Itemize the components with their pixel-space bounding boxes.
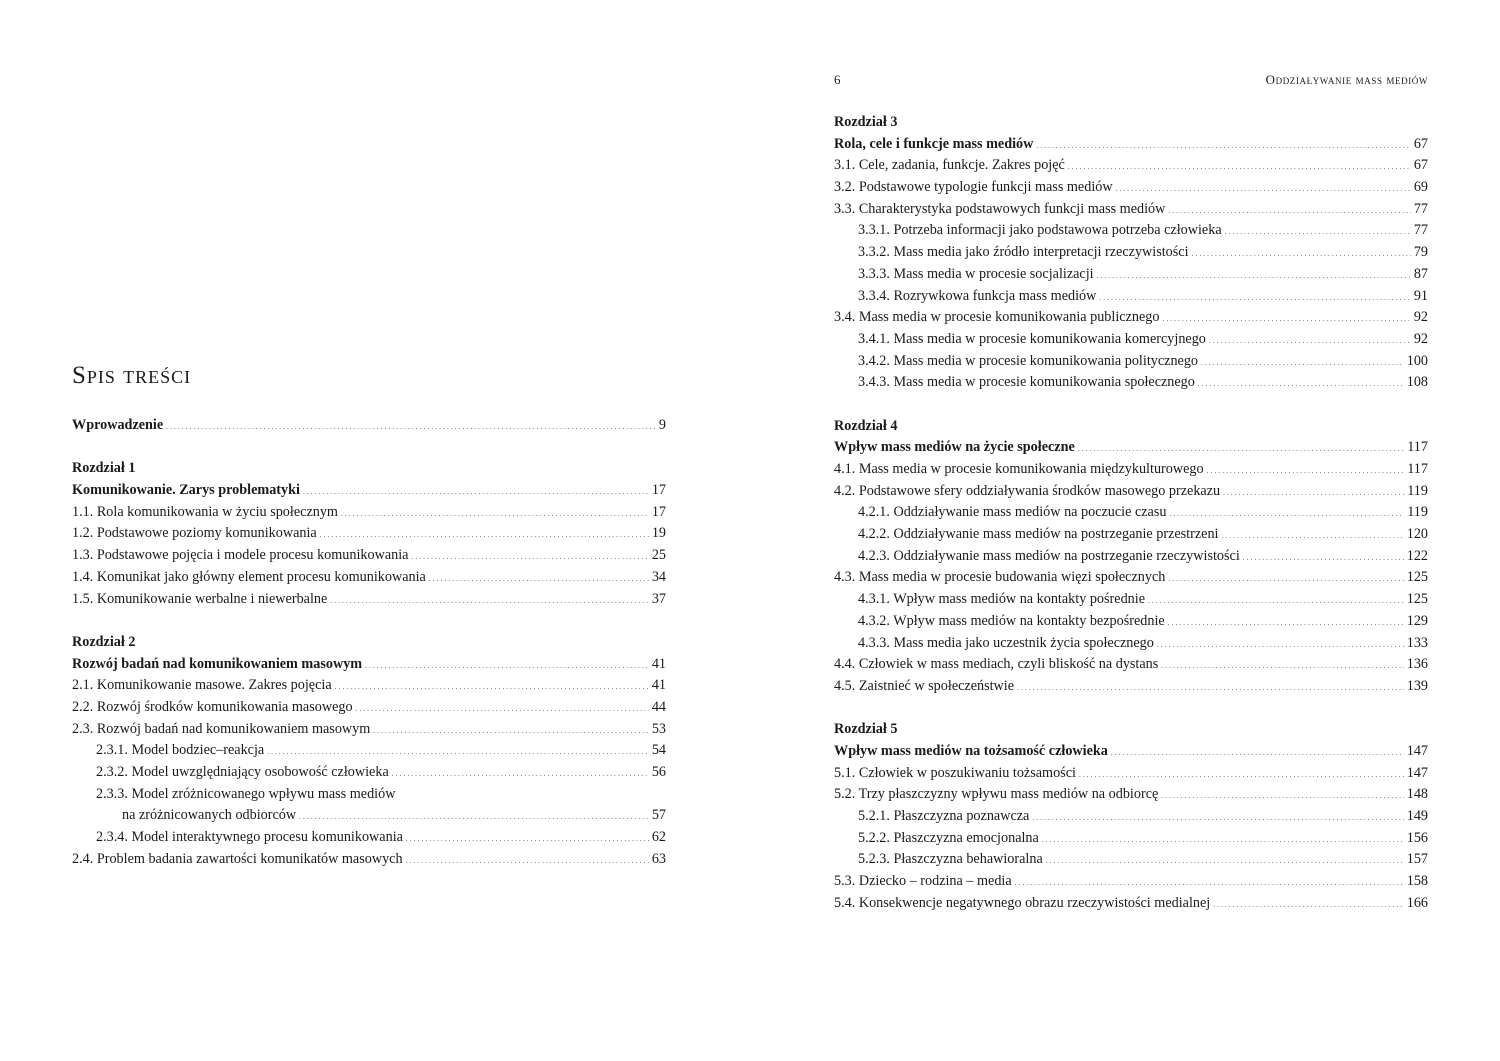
toc-entry-text: Rozdział 3 [834,114,898,130]
toc-page-number: 148 [1406,786,1428,803]
toc-leader-dots [1213,893,1403,917]
toc-leader-dots [1243,546,1404,570]
toc-leader-dots [1223,481,1404,505]
toc-entry-text: 5.1. Człowiek w poszukiwaniu tożsamości [834,764,1076,781]
toc-page-number: 133 [1406,634,1428,651]
toc-leader-dots [1198,372,1404,396]
toc-leader-dots [429,567,649,591]
toc-leader-dots [1162,307,1410,331]
toc-subsection [834,264,1428,286]
toc-leader-dots [1036,134,1410,158]
toc-chapter-label [72,632,666,654]
toc-page-number: 120 [1406,526,1428,543]
toc-subsection [834,611,1428,633]
toc-subsection [834,849,1428,871]
toc-section [834,481,1428,503]
page-number: 6 [834,72,841,87]
toc-page-number: 119 [1407,482,1428,499]
toc-page-number: 17 [651,503,666,520]
toc-entry-text: 3.3.2. Mass media jako źródło interpretacji rzeczywistości [858,244,1189,261]
toc-leader-dots [1168,199,1410,223]
toc-leader-dots [411,545,648,569]
toc-page-number: 37 [651,590,666,607]
toc-section [834,784,1428,806]
toc-entry-text: 3.1. Cele, zadania, funkcje. Zakres pojęć [834,157,1065,174]
toc-section [834,459,1428,481]
toc-leader-dots [335,675,649,699]
toc-page-number: 122 [1406,547,1428,564]
toc-leader-dots [406,827,649,851]
toc-page-number: 79 [1413,244,1428,261]
toc-page-number: 9 [658,417,666,433]
toc-section [72,719,666,741]
toc-leader-dots [406,849,649,873]
toc-leader-dots [1111,741,1404,765]
toc-entry-text: 2.2. Rozwój środków komunikowania masowego [72,698,353,715]
toc-subsection [72,827,666,849]
toc-entry-text: 4.2. Podstawowe sfery oddziaływania środków masowego przekazu [834,482,1221,499]
toc-entry-text: 1.3. Podstawowe pojęcia i modele procesu komunikowania [72,547,409,564]
toc-leader-dots [1161,784,1403,808]
toc-chapter-label [834,719,1428,741]
toc-chapter-label [834,112,1428,134]
toc-page-number: 44 [651,698,666,715]
toc-entry-text: 1.1. Rola komunikowania w życiu społecznym [72,503,338,520]
toc-section [72,697,666,719]
toc-subsection [834,546,1428,568]
toc-page-number: 87 [1413,265,1428,282]
toc-entry-text: 2.3.2. Model uwzględniający osobowość człowieka [96,764,389,780]
toc-page-number: 41 [651,655,666,672]
toc-section [72,589,666,611]
toc-page-number: 67 [1413,157,1428,174]
right-page [750,0,1500,1061]
toc-leader-dots [356,697,649,721]
toc-leader-dots [1169,502,1404,526]
toc-subsection [834,828,1428,850]
toc-subsection [834,329,1428,351]
toc-page-number: 147 [1406,764,1428,781]
toc-leader-dots [1221,524,1403,548]
toc-section [834,763,1428,785]
toc-page-number: 77 [1413,222,1428,239]
toc-section [834,155,1428,177]
toc-section [834,676,1428,698]
toc-page-number: 117 [1407,461,1428,477]
toc-leader-dots [1192,242,1411,266]
toc-spacer [834,698,1428,720]
toc-page-number: 91 [1413,287,1428,304]
toc-subsection [834,806,1428,828]
toc-entry-text: Wpływ mass mediów na życie społeczne [834,439,1075,456]
toc-page-number: 108 [1406,374,1428,391]
toc-subsection [72,784,666,806]
toc-page-number: 119 [1407,504,1428,521]
toc-section [72,567,666,589]
toc-entry-text: 2.4. Problem badania zawartości komunikatów masowych [72,850,403,867]
toc-page-number: 77 [1413,200,1428,217]
left-toc [72,415,666,870]
toc-leader-dots [320,523,649,547]
toc-leader-dots [1099,286,1410,310]
toc-entry-text: 5.2.1. Płaszczyzna poznawcza [858,808,1030,824]
toc-entry-text: 5.2. Trzy płaszczyzny wpływu mass mediów na odbiorcę [834,786,1159,803]
toc-section [834,567,1428,589]
toc-leader-dots [1207,459,1405,483]
toc-spacer [72,610,666,632]
toc-entry-text: 2.3.4. Model interaktywnego procesu komunikowania [96,829,403,846]
toc-entry-text: 4.1. Mass media w procesie komunikowania międzykulturowego [834,461,1204,477]
toc-chapter-title [834,134,1428,156]
toc-leader-dots [1209,329,1411,353]
toc-subsection [72,762,666,784]
toc-entry-text: Rozdział 4 [834,417,898,434]
running-title: Oddziaływanie mass mediów [1265,72,1428,87]
toc-entry-text: 3.3.1. Potrzeba informacji jako podstawowa potrzeba człowieka [858,222,1222,239]
toc-leader-dots [1079,763,1404,787]
toc-subsection [834,524,1428,546]
toc-leader-dots [373,719,649,743]
toc-leader-dots [341,502,649,526]
toc-entry-text: 3.4.3. Mass media w procesie komunikowania społecznego [858,374,1195,391]
toc-page-number: 92 [1413,330,1428,347]
toc-section [72,849,666,871]
toc-spacer [834,394,1428,416]
toc-entry-text: 2.1. Komunikowanie masowe. Zakres pojęcia [72,677,332,694]
toc-page-number: 129 [1406,612,1428,629]
toc-subsection [834,351,1428,373]
toc-page-number: 41 [651,677,666,694]
toc-entry-text: 4.3. Mass media w procesie budowania więzi społecznych [834,569,1166,586]
toc-subsection-continuation [72,805,666,827]
toc-leader-dots [1168,611,1404,635]
toc-page-number: 158 [1406,873,1428,890]
toc-leader-dots [1097,264,1411,288]
toc-page-number: 19 [651,525,666,542]
toc-page-number: 100 [1406,352,1428,369]
toc-leader-dots [1201,351,1404,375]
toc-entry-text: 4.2.2. Oddziaływanie mass mediów na postrzeganie przestrzeni [858,526,1219,543]
toc-page-number: 156 [1406,829,1428,846]
toc-page-number: 139 [1406,677,1428,694]
toc-chapter-label [834,416,1428,438]
toc-page-number: 63 [651,850,666,867]
toc-page-number: 125 [1406,569,1428,586]
toc-entry-text: 3.3. Charakterystyka podstawowych funkcji mass mediów [834,200,1166,217]
toc-entry-text: na zróżnicowanych odbiorców [122,807,297,824]
toc-leader-dots [1157,633,1404,657]
toc-entry-text: 1.4. Komunikat jako główny element procesu komunikowania [72,568,426,585]
toc-page-number: 67 [1413,135,1428,152]
toc-page-number: 92 [1413,309,1428,326]
toc-section [834,654,1428,676]
toc-entry-text: 4.3.1. Wpływ mass mediów na kontakty pośrednie [858,591,1145,608]
toc-page-number: 166 [1406,894,1428,911]
toc-entry-text: Komunikowanie. Zarys problematyki [72,482,300,499]
toc-leader-dots [1042,828,1404,852]
toc-page-number: 136 [1406,656,1428,673]
toc-subsection [834,286,1428,308]
toc-section [834,871,1428,893]
toc-page-number: 56 [651,764,666,780]
toc-entry-text: 5.4. Konsekwencje negatywnego obrazu rzeczywistości medialnej [834,894,1211,911]
toc-title: Spis treści [72,362,192,389]
toc-chapter-title [72,480,666,502]
toc-entry-text: 1.5. Komunikowanie werbalne i niewerbalne [72,590,328,607]
toc-subsection [834,220,1428,242]
toc-page-number: 157 [1406,851,1428,868]
toc-page-number: 69 [1413,179,1428,196]
toc-entry-text: 2.3.1. Model bodziec–reakcja [96,742,265,759]
toc-page-number: 62 [651,829,666,846]
toc-leader-dots [1015,871,1404,895]
toc-section [834,893,1428,915]
toc-section [834,199,1428,221]
toc-entry-text: 4.3.3. Mass media jako uczestnik życia społecznego [858,634,1154,651]
toc-leader-dots [330,589,649,613]
toc-page-number: 147 [1406,742,1428,759]
toc-entry-text: 2.3.3. Model zróżnicowanego wpływu mass mediów [96,785,396,802]
toc-entry-text: 3.4. Mass media w procesie komunikowania publicznego [834,309,1160,326]
toc-entry-text: Wpływ mass mediów na tożsamość człowieka [834,742,1108,759]
toc-leader-dots [1046,849,1404,873]
toc-entry-text: 5.2.2. Płaszczyzna emocjonalna [858,829,1039,846]
toc-leader-dots [1078,437,1404,461]
toc-subsection [834,372,1428,394]
toc-section [72,502,666,524]
toc-entry-text: 3.3.4. Rozrywkowa funkcja mass mediów [858,287,1097,304]
toc-section [834,177,1428,199]
toc-entry-text: Rozdział 1 [72,460,136,477]
toc-entry-text: 4.2.1. Oddziaływanie mass mediów na poczucie czasu [858,504,1167,521]
toc-section [72,523,666,545]
toc-entry-text: 3.4.1. Mass media w procesie komunikowania komercyjnego [858,330,1206,347]
toc-entry-text: 5.2.3. Płaszczyzna behawioralna [858,851,1043,868]
toc-subsection [834,502,1428,524]
toc-entry-text: Rola, cele i funkcje mass mediów [834,135,1034,152]
toc-entry-text: 4.4. Człowiek w mass mediach, czyli bliskość na dystans [834,656,1159,673]
toc-entry-text: 4.5. Zaistnieć w społeczeństwie [834,677,1015,694]
toc-spacer [72,437,666,459]
toc-entry-text: 4.2.3. Oddziaływanie mass mediów na postrzeganie rzeczywistości [858,547,1240,564]
toc-leader-dots [365,654,649,678]
toc-entry-text: Wprowadzenie [72,417,164,433]
toc-section [72,545,666,567]
toc-chapter-title [72,654,666,676]
toc-subsection [834,589,1428,611]
toc-section [72,675,666,697]
toc-entry-text: Rozdział 5 [834,721,898,738]
toc-leader-dots [1225,220,1411,244]
toc-page-number: 125 [1406,591,1428,608]
toc-entry-text: 3.3.3. Mass media w procesie socjalizacji [858,265,1094,282]
toc-leader-dots [392,762,649,786]
toc-page-number: 53 [651,720,666,737]
toc-chapter-title [834,437,1428,459]
toc-entry-text: 1.2. Podstawowe poziomy komunikowania [72,525,317,542]
toc-subsection [834,242,1428,264]
toc-leader-dots [299,805,649,829]
toc-leader-dots [1161,654,1403,678]
toc-leader-dots [1017,676,1404,700]
toc-page-number: 54 [651,742,666,759]
toc-entry-text: 3.4.2. Mass media w procesie komunikowania politycznego [858,352,1199,369]
toc-leader-dots [1116,177,1411,201]
toc-leader-dots [303,480,649,504]
toc-subsection [834,633,1428,655]
toc-subsection [72,740,666,762]
toc-chapter-title [72,415,666,437]
toc-entry-text: Rozdział 2 [72,633,136,650]
toc-page-number: 57 [651,807,666,824]
toc-section [834,307,1428,329]
toc-entry-text: 5.3. Dziecko – rodzina – media [834,873,1012,890]
toc-leader-dots [1032,806,1403,830]
toc-leader-dots [267,740,649,764]
toc-page-number: 117 [1407,439,1428,456]
toc-leader-dots [166,415,656,439]
toc-entry-text: Rozwój badań nad komunikowaniem masowym [72,655,363,672]
toc-chapter-label [72,458,666,480]
toc-page-number: 17 [651,482,666,499]
toc-chapter-title [834,741,1428,763]
toc-leader-dots [1068,155,1411,179]
toc-leader-dots [1148,589,1404,613]
right-toc [834,112,1428,914]
toc-page-number: 34 [651,568,666,585]
toc-leader-dots [1168,567,1403,591]
toc-entry-text: 3.2. Podstawowe typologie funkcji mass mediów [834,179,1113,196]
toc-entry-text: 2.3. Rozwój badań nad komunikowaniem masowym [72,720,371,737]
toc-page-number: 25 [651,547,666,564]
toc-page-number: 149 [1406,808,1428,824]
toc-entry-text: 4.3.2. Wpływ mass mediów na kontakty bezpośrednie [858,612,1165,629]
